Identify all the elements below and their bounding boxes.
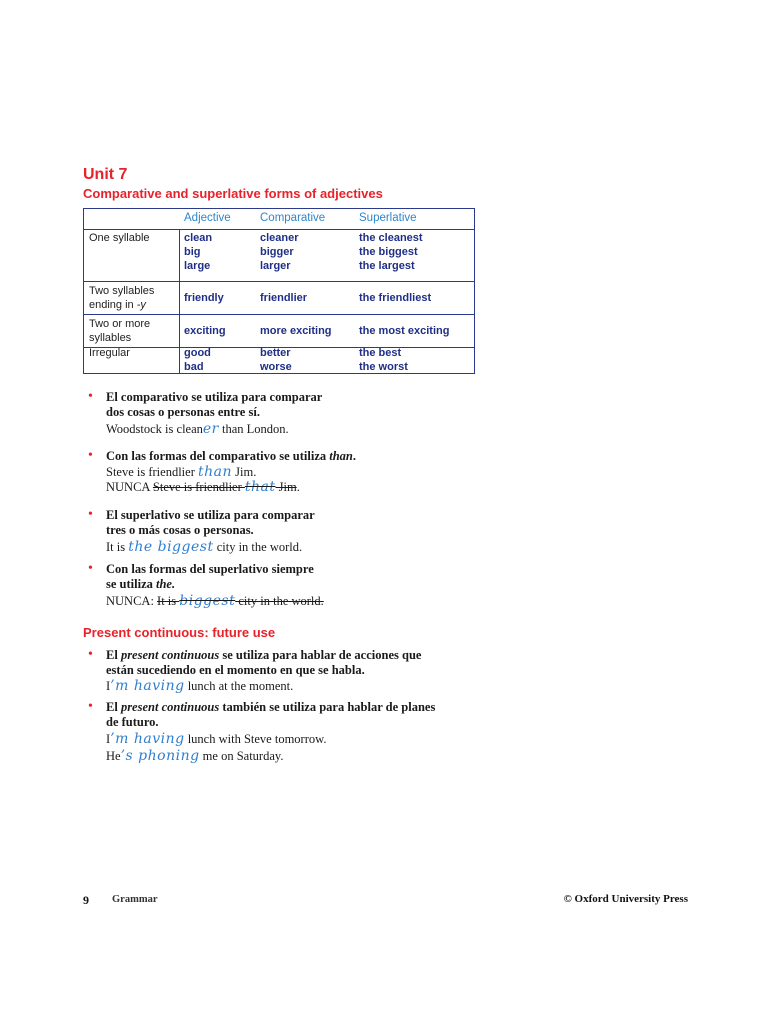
bullet-icon: •: [88, 699, 93, 714]
row-label: Two or more syllables: [89, 318, 151, 344]
footer-section-label: Grammar: [112, 894, 158, 905]
wrong-example: NUNCA Steve is friendlier that Jim.: [106, 479, 300, 495]
example-sentence: Steve is friendlier than Jim.: [106, 464, 257, 480]
bullet-icon: •: [88, 647, 93, 662]
adjective-cell: clean big large: [184, 232, 213, 272]
page-number: 9: [83, 893, 89, 907]
example-sentence: He’s phoning me on Saturday.: [106, 748, 284, 764]
header-superlative: Superlative: [359, 212, 417, 224]
superlative-cell: the best the worst: [359, 347, 408, 373]
rule-text: El comparativo se utiliza para comparar dos cosas o personas entre sí.: [106, 390, 323, 419]
rule-text: El present continuous también se utiliza para hablar de planes de futuro.: [106, 700, 436, 729]
superlative-cell: the most exciting: [359, 325, 450, 337]
section-title: Comparative and superlative forms of adjectives: [83, 186, 383, 201]
bullet-icon: •: [88, 561, 93, 576]
example-sentence: I’m having lunch at the moment.: [106, 678, 294, 694]
superlative-cell: the cleanest the biggest the largest: [359, 232, 423, 272]
adjective-cell: friendly: [184, 292, 224, 304]
example-sentence: Woodstock is cleaner than London.: [106, 421, 289, 437]
rule-text: El superlativo se utiliza para comparar tres o más cosas o personas.: [106, 508, 315, 537]
example-sentence: It is the biggest city in the world.: [106, 539, 303, 555]
rule-text: El present continuous se utiliza para hablar de acciones que están sucediendo en el momento en que se habla.: [106, 648, 422, 677]
comparative-cell: better worse: [260, 347, 292, 373]
bullet-icon: •: [88, 389, 93, 404]
comparative-cell: cleaner bigger larger: [260, 232, 299, 272]
header-comparative: Comparative: [260, 212, 326, 224]
comparative-cell: more exciting: [260, 325, 332, 337]
table-row: [84, 230, 474, 282]
row-label: Irregular: [89, 347, 130, 359]
bullet-icon: •: [88, 448, 93, 463]
table-row: [84, 315, 474, 348]
wrong-example: NUNCA: It is biggest city in the world.: [106, 593, 324, 609]
table-header-row: [84, 209, 474, 230]
table-row: [84, 348, 474, 374]
grammar-table: [83, 208, 475, 374]
section-title-present-continuous: Present continuous: future use: [83, 625, 276, 640]
bullet-icon: •: [88, 507, 93, 522]
rule-text: Con las formas del comparativo se utiliza than.: [106, 449, 357, 463]
adjective-cell: exciting: [184, 325, 226, 337]
comparative-cell: friendlier: [260, 292, 308, 304]
rule-text: Con las formas del superlativo siempre se utiliza the.: [106, 562, 314, 591]
adjective-cell: good bad: [184, 347, 211, 373]
table-row: [84, 282, 474, 315]
header-adjective: Adjective: [184, 212, 231, 224]
row-label: One syllable: [89, 232, 150, 244]
footer-copyright: © Oxford University Press: [563, 893, 688, 905]
superlative-cell: the friendliest: [359, 292, 432, 304]
row-label: Two syllables ending in -y: [89, 285, 155, 311]
example-sentence: I’m having lunch with Steve tomorrow.: [106, 731, 327, 747]
unit-title: Unit 7: [83, 166, 128, 183]
